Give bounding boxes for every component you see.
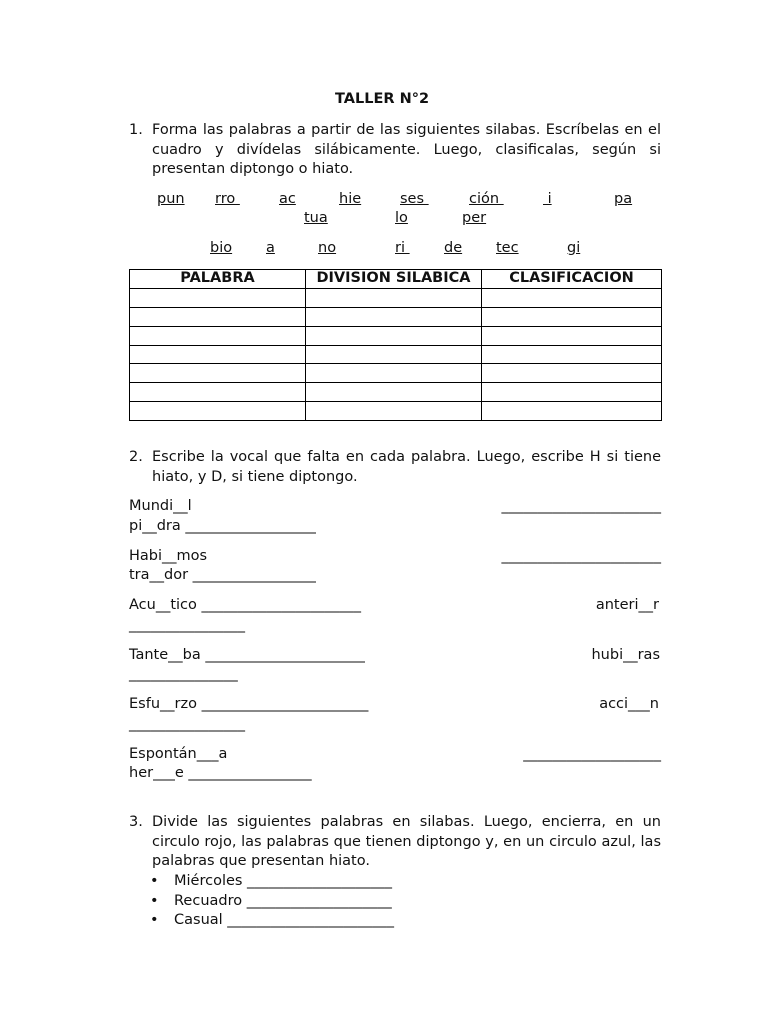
table-row: [130, 402, 662, 421]
table-row: [130, 288, 662, 307]
answer-line[interactable]: ________________: [129, 617, 245, 633]
syllable: gi: [567, 240, 581, 256]
table-cell[interactable]: [130, 364, 306, 383]
syllable: tua: [304, 210, 328, 226]
bullet-icon: •: [150, 912, 159, 928]
syllable: a: [266, 240, 275, 256]
table-row: [130, 383, 662, 402]
table-cell[interactable]: [306, 288, 482, 307]
table-header-palabra: PALABRA: [130, 270, 306, 289]
word-blank[interactable]: hubi__ras: [591, 647, 660, 663]
table-cell[interactable]: [482, 288, 662, 307]
answer-line[interactable]: _______________: [129, 666, 238, 682]
word-blank[interactable]: anteri__r: [595, 597, 659, 613]
syllable: ses: [400, 191, 429, 207]
table-cell[interactable]: [306, 364, 482, 383]
word-blank[interactable]: pi__dra __________________: [129, 518, 316, 534]
syllable: pa: [614, 191, 633, 207]
table-cell[interactable]: [306, 326, 482, 345]
table-cell[interactable]: [130, 288, 306, 307]
word-blank[interactable]: her___e _________________: [129, 765, 312, 781]
page-title: TALLER N°2: [335, 91, 430, 107]
section-2-number: 2.: [129, 449, 143, 465]
table-cell[interactable]: [306, 402, 482, 421]
syllable: lo: [395, 210, 408, 226]
table-cell[interactable]: [482, 307, 662, 326]
syllable: de: [444, 240, 463, 256]
table-cell[interactable]: [482, 326, 662, 345]
syllable: ac: [279, 191, 296, 207]
syllable: pun: [157, 191, 185, 207]
table-cell[interactable]: [306, 345, 482, 364]
table-row: [130, 364, 662, 383]
syllable: i: [543, 191, 552, 207]
list-item[interactable]: Casual _______________________: [174, 912, 395, 928]
section-1-number: 1.: [129, 122, 143, 138]
bullet-icon: •: [150, 893, 159, 909]
table-row: [130, 345, 662, 364]
table-cell[interactable]: [130, 345, 306, 364]
table-cell[interactable]: [130, 326, 306, 345]
table-cell[interactable]: [306, 307, 482, 326]
table-cell[interactable]: [130, 307, 306, 326]
syllable: ción: [469, 191, 504, 207]
section-3-number: 3.: [129, 814, 143, 830]
table-row: [130, 326, 662, 345]
word-blank[interactable]: tra__dor _________________: [129, 567, 316, 583]
table-cell[interactable]: [482, 383, 662, 402]
answer-line[interactable]: ___________________: [523, 746, 661, 762]
table-cell[interactable]: [482, 402, 662, 421]
word-blank[interactable]: Acu__tico ______________________: [129, 597, 361, 613]
table-cell[interactable]: [482, 345, 662, 364]
table-cell[interactable]: [130, 402, 306, 421]
syllable: no: [318, 240, 337, 256]
table-cell[interactable]: [306, 383, 482, 402]
syllable: bio: [210, 240, 233, 256]
table-row: [130, 307, 662, 326]
list-item[interactable]: Recuadro ____________________: [174, 893, 392, 909]
bullet-icon: •: [150, 873, 159, 889]
table-cell[interactable]: [482, 364, 662, 383]
syllable: ri: [395, 240, 410, 256]
table-cell[interactable]: [130, 383, 306, 402]
syllable: hie: [339, 191, 362, 207]
section-1-instructions: Forma las palabras a partir de las siguientes silabas. Escríbelas en el cuadro y divídelas silábicamente. Luego, clasificalas, según si presentan diptongo o hiato.: [152, 122, 661, 177]
word-blank[interactable]: Tante__ba ______________________: [129, 647, 365, 663]
word-blank[interactable]: Espontán___a: [129, 746, 228, 762]
word-blank[interactable]: Mundi__l: [129, 498, 192, 514]
syllable: tec: [496, 240, 519, 256]
table-header-division: DIVISION SILABICA: [306, 270, 482, 289]
word-blank[interactable]: Habi__mos: [129, 548, 208, 564]
table-header-clasificacion: CLASIFICACION: [482, 270, 662, 289]
word-table: [129, 269, 662, 421]
answer-line[interactable]: ______________________: [501, 498, 661, 514]
section-3-instructions: Divide las siguientes palabras en silabas. Luego, encierra, en un circulo rojo, las palabras que tienen diptongo y, en un circulo azul, las palabras que presentan hiato.: [152, 814, 661, 869]
syllable: per: [462, 210, 487, 226]
answer-line[interactable]: ______________________: [501, 548, 661, 564]
section-2-instructions: Escribe la vocal que falta en cada palabra. Luego, escribe H si tiene hiato, y D, si tiene diptongo.: [152, 449, 661, 485]
word-blank[interactable]: Esfu__rzo _______________________: [129, 696, 369, 712]
list-item[interactable]: Miércoles ____________________: [174, 873, 393, 889]
syllable: rro: [215, 191, 240, 207]
answer-line[interactable]: ________________: [129, 716, 245, 732]
word-blank[interactable]: acci___n: [599, 696, 659, 712]
